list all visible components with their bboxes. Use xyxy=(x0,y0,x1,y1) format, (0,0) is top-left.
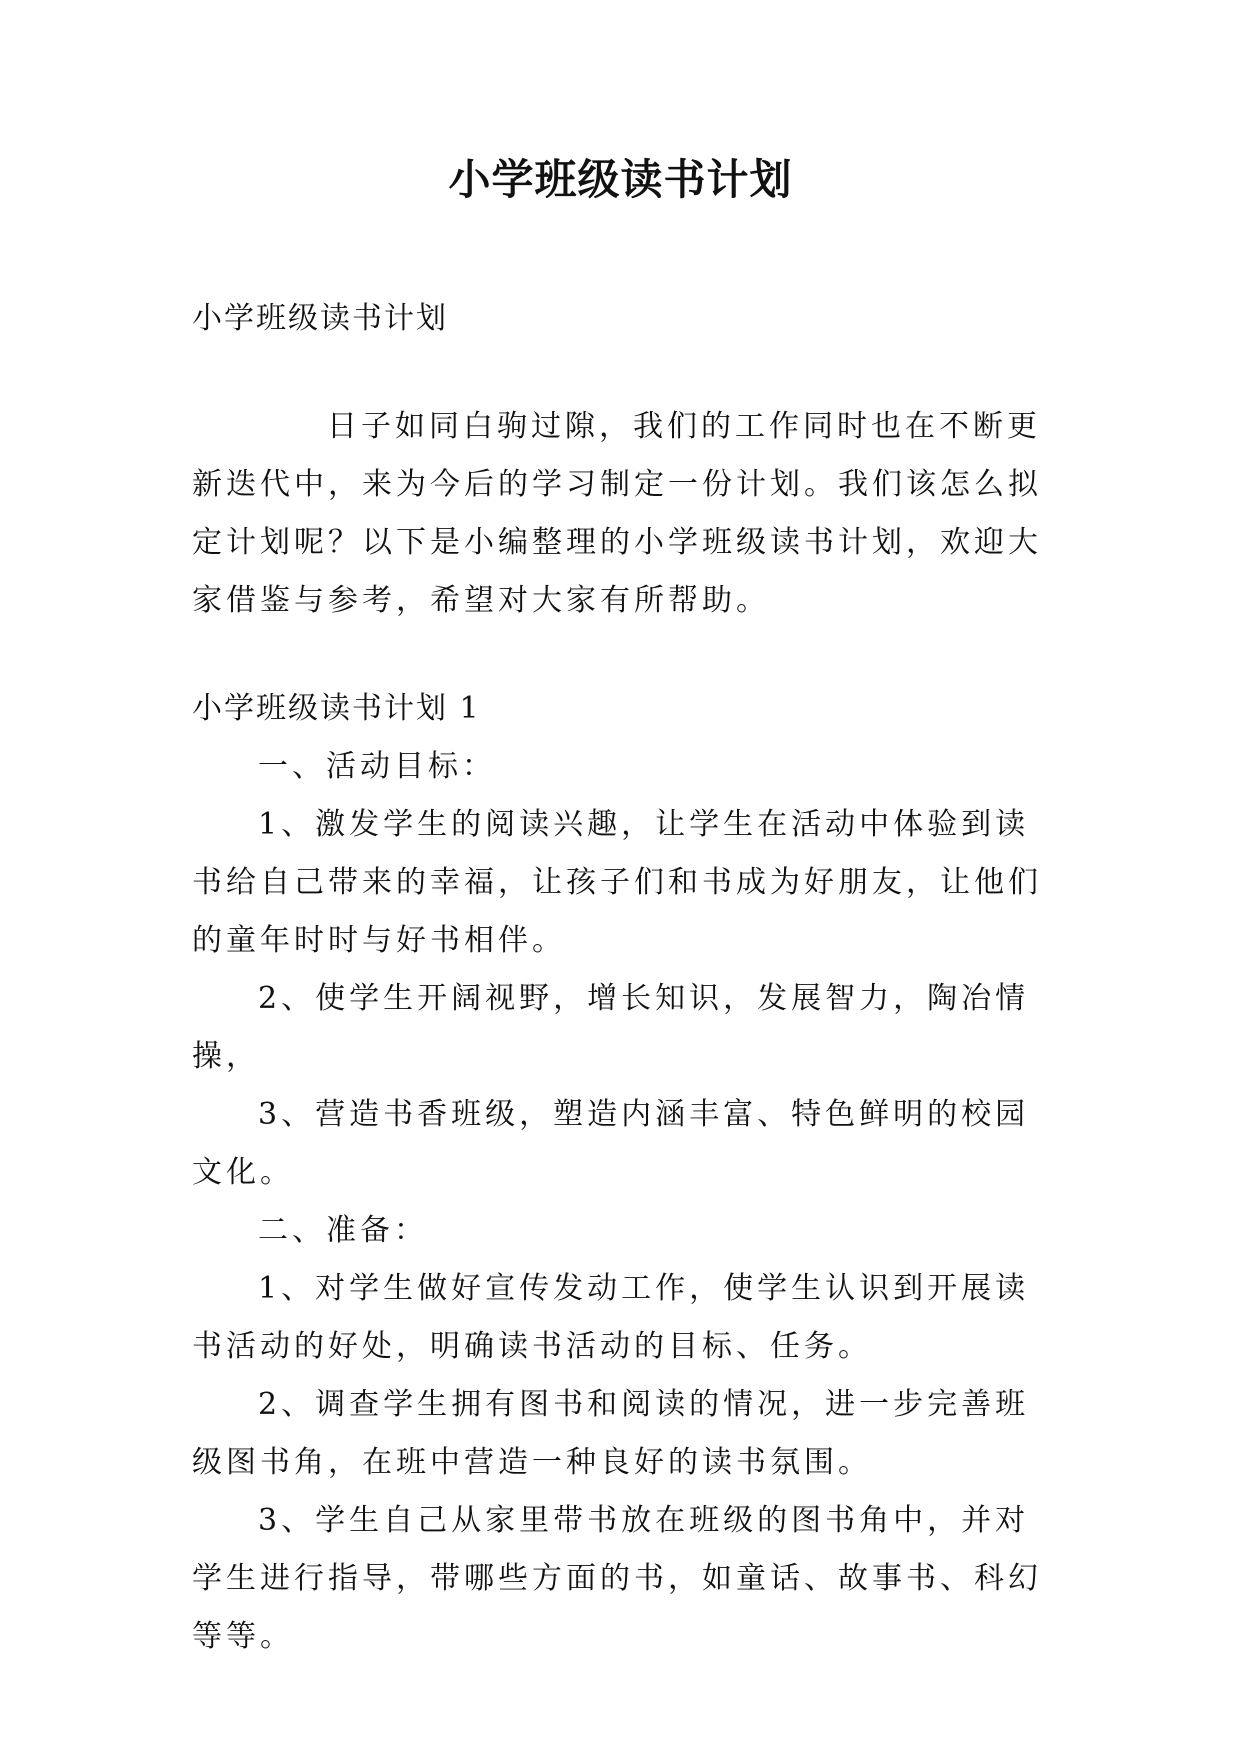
section-heading-goals: 一、活动目标： xyxy=(258,749,496,784)
prep-item-1: 1、对学生做好宣传发动工作，使学生认识到开展读书活动的好处，明确读书活动的目标、任务。 xyxy=(192,1271,1030,1364)
goal-item-1: 1、激发学生的阅读兴趣，让学生在活动中体验到读书给自己带来的幸福，让孩子们和书成为好朋友，让他们的童年时时与好书相伴。 xyxy=(192,807,1042,958)
goal-item-2: 2、使学生开阔视野，增长知识，发展智力，陶冶情操， xyxy=(192,981,1030,1074)
goal-item-3: 3、营造书香班级，塑造内涵丰富、特色鲜明的校园文化。 xyxy=(192,1097,1030,1190)
section-heading-preparation: 二、准备： xyxy=(258,1213,428,1248)
intro-paragraph: 日子如同白驹过隙，我们的工作同时也在不断更新迭代中，来为今后的学习制定一份计划。我们该怎么拟定计划呢？以下是小编整理的小学班级读书计划，欢迎大家借鉴与参考，希望对大家有所帮助。 xyxy=(192,409,1042,618)
document-title: 小学班级读书计划 xyxy=(448,155,793,204)
prep-item-2: 2、调查学生拥有图书和阅读的情况，进一步完善班级图书角，在班中营造一种良好的读书氛围。 xyxy=(192,1387,1030,1480)
plan-heading: 小学班级读书计划 1 xyxy=(192,691,481,726)
document-subtitle: 小学班级读书计划 xyxy=(192,301,448,336)
prep-item-3: 3、学生自己从家里带书放在班级的图书角中，并对学生进行指导，带哪些方面的书，如童话、故事书、科幻等等。 xyxy=(192,1503,1042,1654)
document-body xyxy=(192,290,1052,1666)
